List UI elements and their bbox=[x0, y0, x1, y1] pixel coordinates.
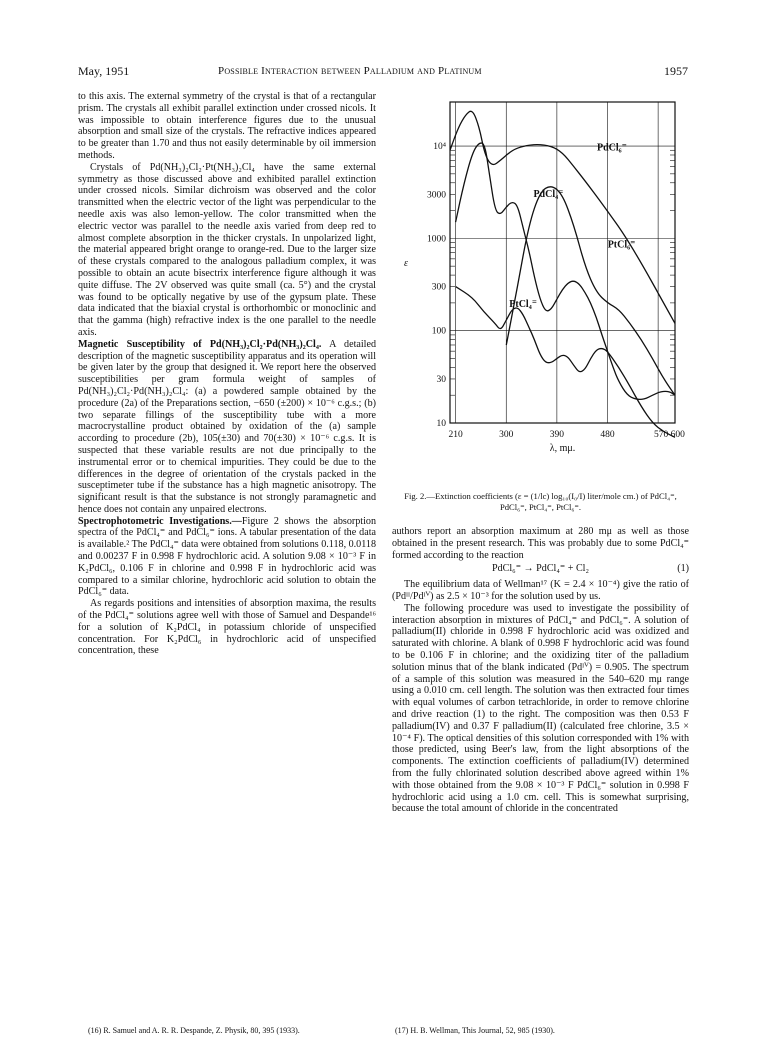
x-axis-label: λ, mμ. bbox=[549, 443, 576, 454]
series-line-3 bbox=[456, 287, 675, 438]
paragraph: to this axis. The external symmetry of the crystal is that of a rectangular prism. The crystals all exhibit parallel extinction under crossed nicols. It was impossible to obtain interference figures due to the unusual absorption and small size of the crystals. The refractive indices appeared to be greater than 1.70 and thus not easily determinable by oil immersion methods. bbox=[78, 91, 376, 161]
left-column bbox=[78, 91, 376, 657]
x-tick-label: 300 bbox=[499, 430, 514, 440]
running-header bbox=[78, 64, 688, 80]
paragraph: As regards positions and intensities of absorption maxima, the results of the PdCl₄⁼ solutions agree well with those of Samuel and Despande¹⁶ for a solution of K₂PdCl₄ in potassium chloride of unspecified concentration. For K₂PdCl₆ in hydrochloric acid of unspecified concentration, these bbox=[78, 598, 376, 657]
equation-number: (1) bbox=[677, 563, 689, 575]
paragraph: The equilibrium data of Wellman¹⁷ (K = 2.4 × 10⁻⁴) give the ratio of (Pdᴵᴵ/Pdᴵⱽ) as 2.5 × 10⁻³ for the solution used by us. bbox=[392, 579, 689, 602]
paragraph: Crystals of Pd(NH₃)₂Cl₂·Pt(NH₃)₂Cl₄ have the same external symmetry as those discussed above and exhibited parallel extinction under crossed nicols. Similar dichroism was observed and the color transmitted when the electric vector of the light was perpendicular to the needle axis was also lemon-yellow. The color transmitted when the electric vector was parallel to the needle axis varied from deep red to almost complete absorption in the thicker crystals. In unpolarized light, the material appeared bright orange to orange-red. Due to the larger size of these crystals compared to the analogous palladium complex, it was possible to obtain an acute bisectrix interference figure although it was quite diffuse. The 2V observed was quite small (ca. 5°) and the crystal was found to be optically negative by use of the gypsum plate. These data indicated that the biaxial crystal is orthorhombic or monoclinic and that the gamma (high) refractive index is the one parallel to the needle axis. bbox=[78, 161, 376, 338]
paragraph: The following procedure was used to investigate the possibility of interaction absorption in mixtures of PdCl₄⁼ and PdCl₆⁼. A solution of palladium(II) chloride in 0.998 F hydrochloric acid was oxidized and saturated with chlorine. A blank of 0.998 F hydrochloric acid was found to be 0.106 F in chlorine; and the oxidizing titer of the palladium solution minus that of the blank indicated (Pdᴵⱽ) = 0.905. The spectrum of a sample of this solution was measured in the 540–620 mμ range using a 0.010 cm. cell length. The solution was then extracted four times with equal volumes of carbon tetrachloride, in order to remove chlorine and drive reaction (1) to the right. The composition was then 0.53 F palladium(IV) and 0.37 F palladium(II) (calculated free chlorine, 3.5 × 10⁻⁴ F). The optical densities of this solution corresponded with 1% with those predicted, using Beer's law, from the light absorptions of the components. The extinction coefficients of palladium(IV) determined from the fully chlorinated solution described above agreed within 1% with those obtained from the 9.08 × 10⁻³ F PdCl₆⁼ solution in 0.998 F hydrochloric acid using a 1.0 cm. cell. This is somewhat surprising, because the total amount of chloride in the concentrated bbox=[392, 602, 689, 815]
footnote-16: (16) R. Samuel and A. R. R. Despande, Z. Physik, 80, 395 (1933). bbox=[88, 1026, 300, 1035]
y-axis-label: ε bbox=[404, 258, 408, 270]
x-tick-label: 480 bbox=[600, 430, 615, 440]
x-tick-label: 390 bbox=[549, 430, 564, 440]
series-line-2 bbox=[506, 187, 675, 395]
reaction-formula: PdCl₆⁼ → PdCl₄⁼ + Cl₂ bbox=[491, 563, 590, 575]
curve-label: PtCl₄⁼ bbox=[509, 299, 537, 311]
paragraph-text: Figure 2 shows the absorption spectra of the PdCl₄⁼ and PdCl₆⁼ ions. A tabular presentation of the data is available.² The PdCl₄⁼ data were obtained from solutions 0.118, 0.0118 and 0.00237 F in 0.998 F hydrochloric acid. A solution 9.08 × 10⁻³ F in K₂PdCl₆, 0.106 F in chlorine and 0.998 F in hydrochloric acid was compared to a similar chlorine, hydrochloric acid solution to obtain the PdCl₆⁼ data. bbox=[78, 515, 376, 598]
y-tick-label: 300 bbox=[431, 282, 446, 293]
x-tick-label: 570 600 bbox=[653, 430, 685, 440]
header-running-title: Possible Interaction between Palladium and Platinum bbox=[218, 65, 482, 77]
reaction-equation bbox=[392, 563, 689, 575]
paragraph: authors report an absorption maximum at 280 mμ as well as those obtained in the present research. This was probably due to some PdCl₄⁼ formed according to the reaction bbox=[392, 526, 689, 561]
right-column bbox=[392, 526, 689, 815]
footnote-17: (17) H. B. Wellman, This Journal, 52, 985 (1930). bbox=[395, 1026, 555, 1035]
curve-label: PtCl₆⁼ bbox=[607, 239, 636, 251]
paragraph-text: A detailed description of the magnetic susceptibility apparatus and its operation will be given later by the group that designed it. We report here the observed susceptibilities per gram formula weight of samples of Pd(NH₃)₂Cl₂·Pd(NH₃)₂Cl₄: (a) a powdered sample obtained by the procedure (2a) of the Preparations section, −650 (±200) × 10⁻⁶ c.g.s.; (b) two separate fillings of the susceptibility tube with a more macrocrystalline product obtained by oxidation of the (a) sample according to procedure (2b), 105(±30) and 70(±30) × 10⁻⁶ c.g.s. It is suspected that these variable results are not due principally to the instrumental error or to chemical impurities. They could be due to the differences in the degree of orientation of the crystals packed in the susceptimeter tube if the substance has a high magnetic anisotropy. The significant result is that the substance is not strongly paramagnetic and hence does not contain any unpaired electrons. bbox=[78, 338, 377, 515]
y-tick-label: 10 bbox=[436, 419, 446, 429]
curve-label: PdCl₄⁼ bbox=[533, 189, 564, 201]
section-heading: Spectrophotometric Investigations.— bbox=[78, 515, 242, 527]
header-page-number: 1957 bbox=[664, 64, 688, 78]
series-line-1 bbox=[456, 143, 675, 399]
y-tick-label: 30 bbox=[436, 374, 446, 385]
figure-caption: Fig. 2.—Extinction coefficients (ε = (1/lc) log₁₀(I₀/I) liter/mole cm.) of PdCl₄⁼, PdCl₆⁼, PtCl₄⁼, PtCl₆⁼. bbox=[404, 491, 677, 512]
x-tick-label: 210 bbox=[448, 430, 463, 440]
y-tick-label: 10⁴ bbox=[433, 142, 446, 153]
curve-label: PdCl₆⁼ bbox=[597, 142, 627, 154]
section-heading: Magnetic Susceptibility of Pd(NH₃)₂Cl₂·Pd(NH₃)₂Cl₄. bbox=[78, 338, 322, 350]
series-line-0 bbox=[450, 111, 675, 323]
y-tick-label: 3000 bbox=[427, 190, 446, 201]
y-tick-label: 1000 bbox=[427, 234, 446, 245]
header-date: May, 1951 bbox=[78, 64, 130, 78]
y-tick-label: 100 bbox=[431, 326, 446, 337]
absorption-spectra-chart bbox=[390, 90, 690, 475]
